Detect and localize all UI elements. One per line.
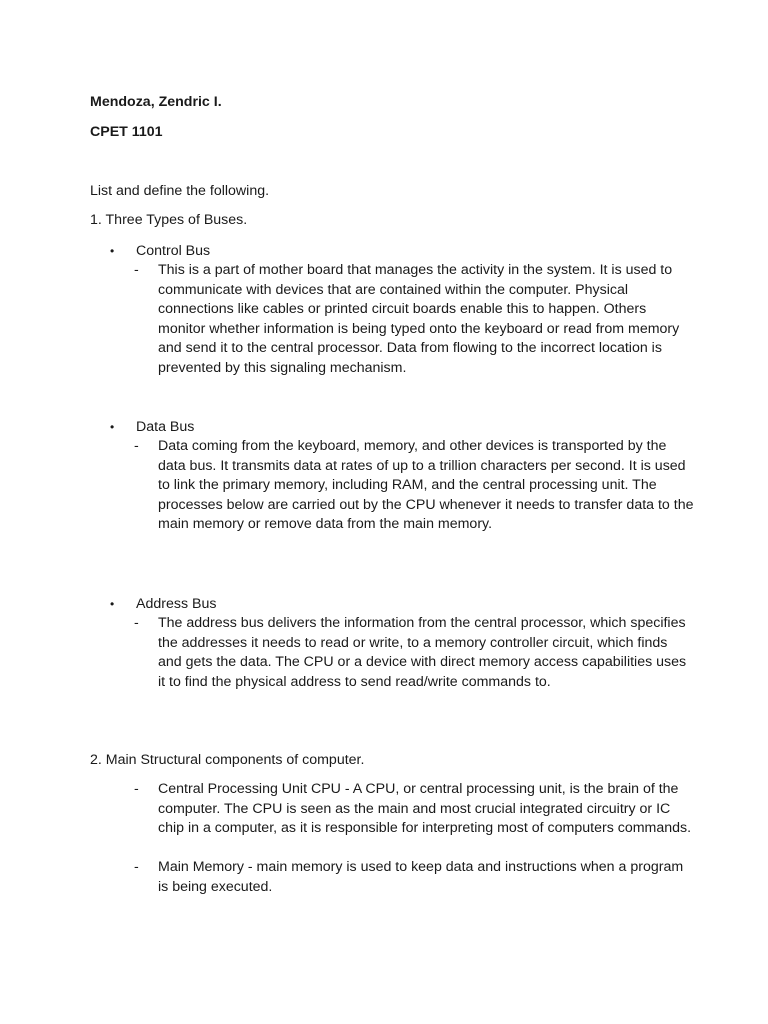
author-name: Mendoza, Zendric I. xyxy=(90,94,222,110)
component-text: Central Processing Unit CPU - A CPU, or central processing unit, is the brain of the computer. The CPU is seen as the main and most crucial integrated circuitry or IC chip in a computer, as it is responsible for interpreting most of computers commands. xyxy=(158,781,692,836)
course-code: CPET 1101 xyxy=(90,124,163,140)
bullet-label: Data Bus xyxy=(136,419,195,435)
dash-icon: - xyxy=(134,438,139,454)
component-main-memory xyxy=(134,858,694,897)
bullet-label: Address Bus xyxy=(136,596,217,612)
definition-text: This is a part of mother board that manages the activity in the system. It is used to communicate with devices that are contained within the computer. Physical connections like cables or printed circuit boards enable this to happen. Others monitor whether information is being typed onto the keyboard or read from memory and send it to the central processor. Data from flowing to the incorrect location is prevented by this signaling mechanism. xyxy=(158,262,680,376)
definition-data-bus xyxy=(134,437,694,535)
definition-text: Data coming from the keyboard, memory, and other devices is transported by the data bus. It transmits data at rates of up to a trillion characters per second. It is used to link the primary memory, including RAM, and the central processing unit. The processes below are carried out by the CPU whenever it needs to transfer data to the main memory or remove data from the main memory. xyxy=(158,438,694,532)
bullet-label: Control Bus xyxy=(136,243,211,259)
definition-control-bus xyxy=(134,261,694,378)
section-2-title: 2. Main Structural components of computer. xyxy=(90,752,365,768)
instructions-text: List and define the following. xyxy=(90,183,270,199)
dash-icon: - xyxy=(134,781,139,797)
bullet-icon: • xyxy=(110,420,115,434)
bullet-icon: • xyxy=(110,597,115,611)
dash-icon: - xyxy=(134,615,139,631)
dash-icon: - xyxy=(134,859,139,875)
definition-address-bus xyxy=(134,614,694,692)
definition-text: The address bus delivers the information from the central processor, which specifies the addresses it needs to read or write, to a memory controller circuit, which finds and gets the data. The CPU or a device with direct memory access capabilities uses it to find the physical address to send read/write commands to. xyxy=(158,615,687,690)
dash-icon: - xyxy=(134,262,139,278)
bullet-item-address-bus xyxy=(110,595,216,615)
component-text: Main Memory - main memory is used to keep data and instructions when a program is being executed. xyxy=(158,859,684,895)
component-cpu xyxy=(134,780,694,839)
section-1-title: 1. Three Types of Buses. xyxy=(90,212,248,228)
bullet-icon: • xyxy=(110,244,115,258)
bullet-item-data-bus xyxy=(110,418,194,438)
bullet-item-control-bus xyxy=(110,242,210,262)
